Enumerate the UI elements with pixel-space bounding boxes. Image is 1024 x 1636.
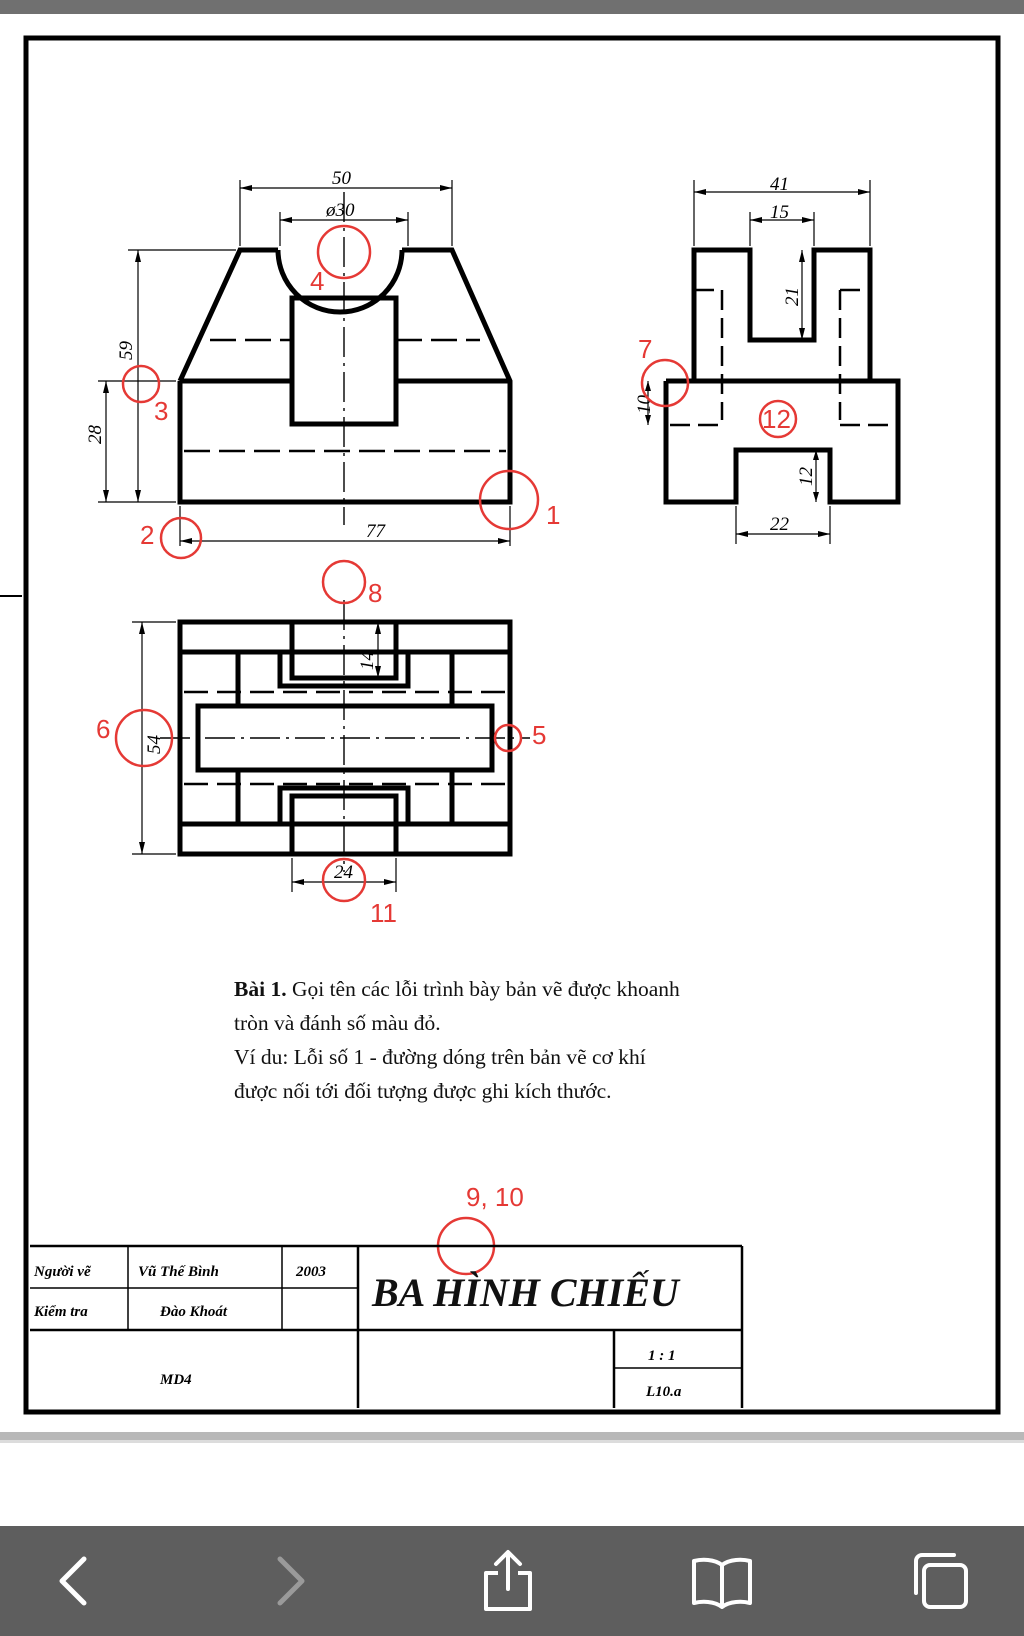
exercise-line-4: được nối tới đối tượng được ghi kích thước. — [234, 1079, 612, 1103]
dim-10: 10 — [634, 395, 655, 414]
share-icon — [480, 1549, 536, 1613]
marker-label-3: 3 — [154, 396, 169, 426]
drawn-by-name: Vũ Thế Bình — [138, 1264, 219, 1280]
dim-30: ø30 — [326, 200, 355, 221]
top-view — [132, 600, 530, 892]
side-view — [645, 180, 898, 544]
dim-41: 41 — [770, 174, 789, 195]
marker-label-1: 1 — [546, 500, 561, 530]
tabs-button[interactable] — [890, 1526, 990, 1636]
dim-50: 50 — [332, 168, 351, 189]
dim-22: 22 — [770, 514, 789, 535]
dim-54: 54 — [144, 735, 165, 754]
marker-label-11: 11 — [370, 898, 397, 928]
checked-by-name: Đào Khoát — [160, 1304, 228, 1320]
marker-label-5: 5 — [532, 720, 547, 750]
dim-77: 77 — [366, 521, 385, 542]
dim-24: 24 — [334, 862, 353, 883]
drawing-scale: 1 : 1 — [648, 1348, 676, 1364]
sheet-number: L10.a — [646, 1384, 682, 1400]
drawing-code: MD4 — [160, 1372, 192, 1388]
share-button[interactable] — [458, 1526, 558, 1636]
marker-label-6: 6 — [96, 714, 111, 744]
bookmarks-button[interactable] — [672, 1526, 772, 1636]
marker-label-12: 12 — [762, 404, 791, 434]
marker-circle-8 — [323, 561, 365, 603]
marker-label-9-10: 9, 10 — [466, 1182, 524, 1212]
marker-label-8: 8 — [368, 578, 383, 608]
exercise-line-1-rest: Gọi tên các lỗi trình bày bản vẽ được khoanh — [286, 977, 680, 1001]
back-button[interactable] — [24, 1526, 124, 1636]
dim-59: 59 — [116, 341, 137, 360]
chevron-left-icon — [54, 1553, 94, 1609]
checked-by-label: Kiểm tra — [34, 1304, 88, 1320]
exercise-heading: Bài 1. — [234, 977, 287, 1001]
tabs-icon — [910, 1551, 970, 1611]
dim-15: 15 — [770, 202, 789, 223]
book-icon — [690, 1553, 754, 1609]
exercise-line-3: Ví du: Lỗi số 1 - đường dóng trên bản vẽ cơ khí — [234, 1045, 646, 1069]
dim-14: 14 — [357, 651, 378, 670]
drawing-year: 2003 — [296, 1264, 326, 1280]
dim-12: 12 — [796, 467, 817, 486]
marker-circle-2 — [161, 518, 201, 558]
front-view — [98, 180, 510, 546]
marker-label-4: 4 — [310, 266, 325, 296]
marker-label-7: 7 — [638, 334, 653, 364]
exercise-line-2: tròn và đánh số màu đỏ. — [234, 1011, 441, 1035]
dim-28: 28 — [85, 425, 106, 444]
marker-label-2: 2 — [140, 520, 155, 550]
exercise-line-1 — [234, 972, 764, 1006]
browser-toolbar — [0, 1526, 1024, 1636]
exercise-text — [234, 972, 764, 1108]
drawing-title: BA HÌNH CHIẾU — [372, 1270, 679, 1315]
chevron-right-icon — [270, 1553, 310, 1609]
forward-button[interactable] — [240, 1526, 340, 1636]
page-bottom-shadow — [0, 1432, 1024, 1440]
dim-21: 21 — [782, 287, 803, 306]
drawn-by-label: Người vẽ — [34, 1264, 91, 1280]
page-bottom-shadow-light — [0, 1440, 1024, 1443]
